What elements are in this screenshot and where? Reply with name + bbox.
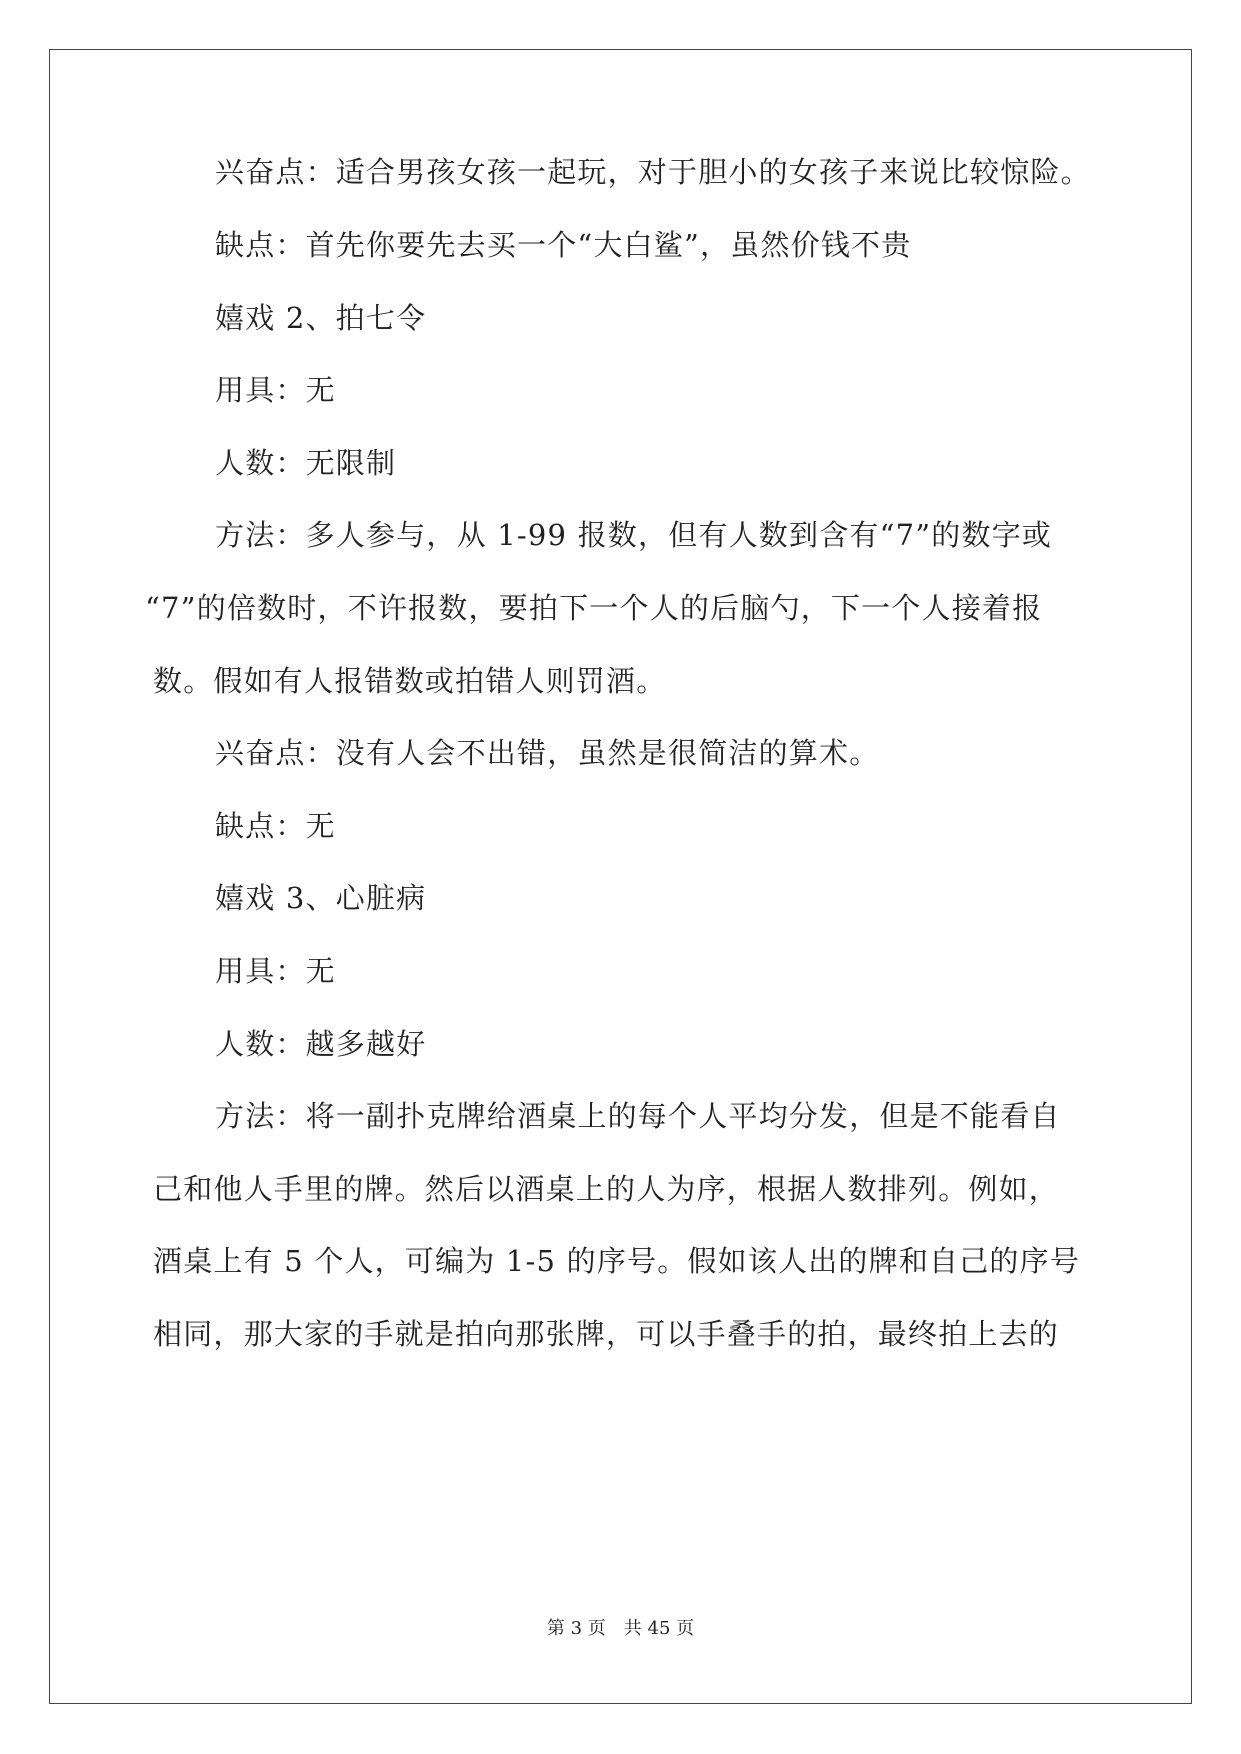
- paragraph-line: 方法：将一副扑克牌给酒桌上的每个人平均分发，但是不能看自: [215, 1099, 1061, 1133]
- paragraph-line: 酒桌上有 5 个人，可编为 1-5 的序号。假如该人出的牌和自己的序号: [153, 1244, 1081, 1278]
- paragraph-line: 方法：多人参与，从 1-99 报数，但有人数到含有“7”的数字或: [215, 518, 1053, 552]
- section-heading: 嬉戏 3、心脏病: [215, 881, 427, 915]
- paragraph-line: 兴奋点：适合男孩女孩一起玩，对于胆小的女孩子来说比较惊险。: [215, 155, 1091, 189]
- section-heading: 嬉戏 2、拍七令: [215, 301, 427, 335]
- paragraph-line: 相同，那大家的手就是拍向那张牌，可以手叠手的拍，最终拍上去的: [153, 1317, 1060, 1351]
- paragraph-line: 缺点：无: [215, 809, 336, 843]
- page-total: 共 45 页: [623, 1618, 695, 1639]
- page-number: 第 3 页: [546, 1618, 606, 1639]
- paragraph-line: 人数：无限制: [215, 446, 397, 480]
- paragraph-line: 用具：无: [215, 954, 336, 988]
- paragraph-line: 用具：无: [215, 373, 336, 407]
- page-footer: [0, 1617, 1241, 1641]
- paragraph-line: “7”的倍数时，不许报数，要拍下一个人的后脑勺，下一个人接着报: [145, 591, 1043, 625]
- paragraph-line: 兴奋点：没有人会不出错，虽然是很简洁的算术。: [215, 736, 880, 770]
- paragraph-line: 数。假如有人报错数或拍错人则罚酒。: [153, 664, 667, 698]
- paragraph-line: 人数：越多越好: [215, 1027, 427, 1061]
- paragraph-line: 己和他人手里的牌。然后以酒桌上的人为序，根据人数排列。例如，: [153, 1172, 1060, 1206]
- paragraph-line: 缺点：首先你要先去买一个“大白鲨”，虽然价钱不贵: [215, 228, 912, 262]
